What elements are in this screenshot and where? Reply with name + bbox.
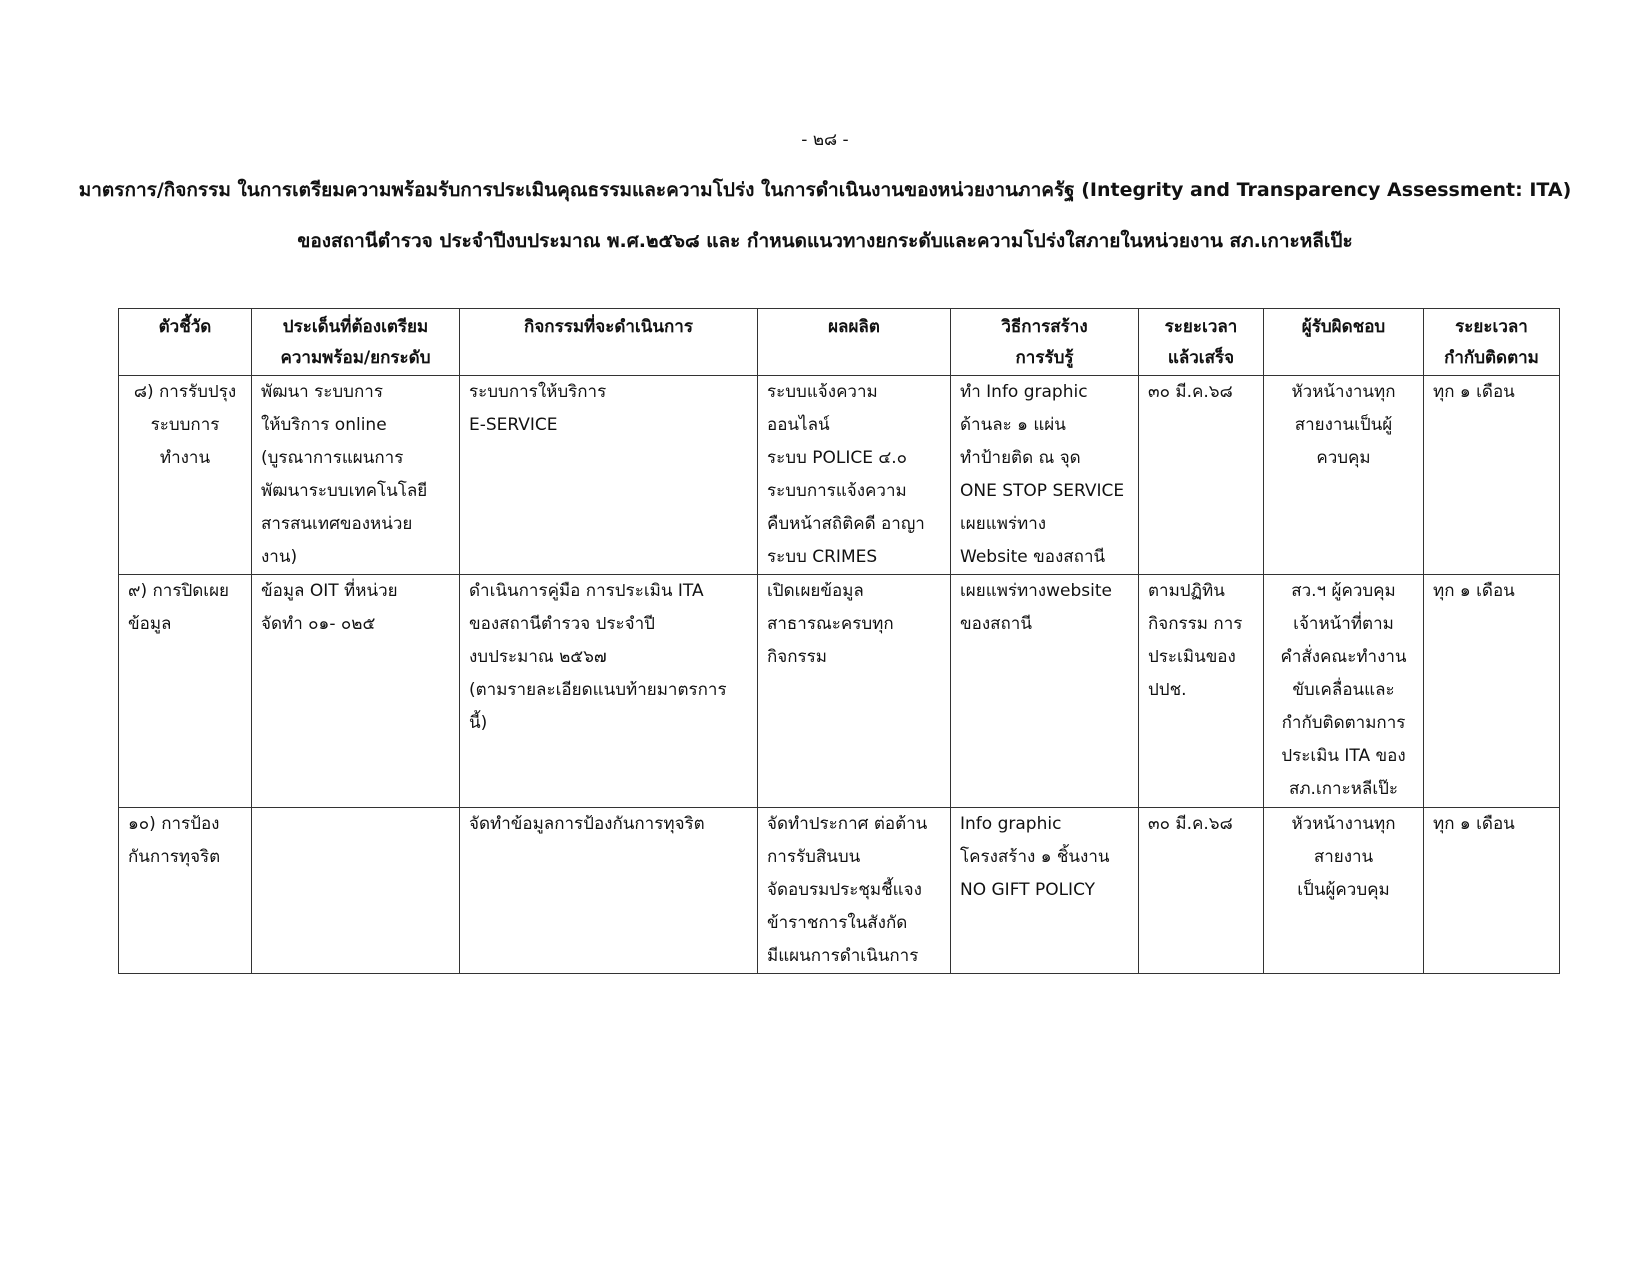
cell-awareness: ทำ Info graphic ด้านละ ๑ แผ่น ทำป้ายติด ณ จุด ONE STOP SERVICE เผยแพร่ทาง Website ของสถานี [951,376,1139,575]
cell-monitoring: ทุก ๑ เดือน [1424,376,1560,575]
document-title-line-2: ของสถานีตำรวจ ประจำปีงบประมาณ พ.ศ.๒๕๖๘ และ กำหนดแนวทางยกระดับและความโปร่งใสภายในหน่วยงาน สภ.เกาะหลีเป๊ะ [297,230,1353,252]
cell-monitoring: ทุก ๑ เดือน [1424,808,1560,974]
header-issue: ประเด็นที่ต้องเตรียม ความพร้อม/ยกระดับ [252,309,460,376]
cell-responsible: หัวหน้างานทุก สายงานเป็นผู้ ควบคุม [1264,376,1424,575]
cell-output: เปิดเผยข้อมูล สาธารณะครบทุก กิจกรรม [758,575,951,808]
cell-issue: ข้อมูล OIT ที่หน่วย จัดทำ ๐๑- ๐๒๕ [252,575,460,808]
header-output: ผลผลิต [758,309,951,376]
table-row [119,376,1560,575]
cell-output: ระบบแจ้งความ ออนไลน์ ระบบ POLICE ๔.๐ ระบบการแจ้งความ คืบหน้าสถิติคดี อาญา ระบบ CRIMES [758,376,951,575]
cell-indicator: ๙) การปิดเผย ข้อมูล [119,575,252,808]
header-activity: กิจกรรมที่จะดำเนินการ [460,309,758,376]
cell-activity: ระบบการให้บริการ E-SERVICE [460,376,758,575]
table-row [119,575,1560,808]
cell-activity: ดำเนินการคู่มือ การประเมิน ITA ของสถานีตำรวจ ประจำปี งบประมาณ ๒๕๖๗ (ตามรายละเอียดแนบท้ายมาตรการ นี้) [460,575,758,808]
cell-responsible: สว.ฯ ผู้ควบคุม เจ้าหน้าที่ตาม คำสั่งคณะทำงาน ขับเคลื่อนและ กำกับติดตามการ ประเมิน ITA ของ สภ.เกาะหลีเป๊ะ [1264,575,1424,808]
cell-completion: ๓๐ มี.ค.๖๘ [1139,376,1264,575]
cell-issue: พัฒนา ระบบการ ให้บริการ online (บูรณาการแผนการ พัฒนาระบบเทคโนโลยี สารสนเทศของหน่วย งาน) [252,376,460,575]
cell-indicator: ๑๐) การป้อง กันการทุจริต [119,808,252,974]
cell-awareness: Info graphic โครงสร้าง ๑ ชิ้นงาน NO GIFT POLICY [951,808,1139,974]
cell-monitoring: ทุก ๑ เดือน [1424,575,1560,808]
cell-issue [252,808,460,974]
cell-activity: จัดทำข้อมูลการป้องกันการทุจริต [460,808,758,974]
cell-indicator: ๘) การรับปรุง ระบบการ ทำงาน [119,376,252,575]
header-monitoring: ระยะเวลา กำกับติดตาม [1424,309,1560,376]
document-title-line-1: มาตรการ/กิจกรรม ในการเตรียมความพร้อมรับการประเมินคุณธรรมและความโปร่ง ในการดำเนินงานของหน่วยงานภาครัฐ (Integrity and Transparency Assessment: ITA) [78,179,1572,201]
cell-awareness: เผยแพร่ทางwebsite ของสถานี [951,575,1139,808]
cell-responsible: หัวหน้างานทุก สายงาน เป็นผู้ควบคุม [1264,808,1424,974]
header-indicator: ตัวชี้วัด [119,309,252,376]
cell-output: จัดทำประกาศ ต่อต้าน การรับสินบน จัดอบรมประชุมชี้แจง ข้าราชการในสังกัด มีแผนการดำเนินการ [758,808,951,974]
cell-completion: ๓๐ มี.ค.๖๘ [1139,808,1264,974]
header-awareness: วิธีการสร้าง การรับรู้ [951,309,1139,376]
page-number: - ๒๘ - [801,130,849,150]
cell-completion: ตามปฏิทิน กิจกรรม การ ประเมินของ ปปช. [1139,575,1264,808]
ita-measures-table [118,308,1560,974]
header-responsible: ผู้รับผิดชอบ [1264,309,1424,376]
table-row [119,808,1560,974]
header-completion: ระยะเวลา แล้วเสร็จ [1139,309,1264,376]
table-header-row [119,309,1560,376]
